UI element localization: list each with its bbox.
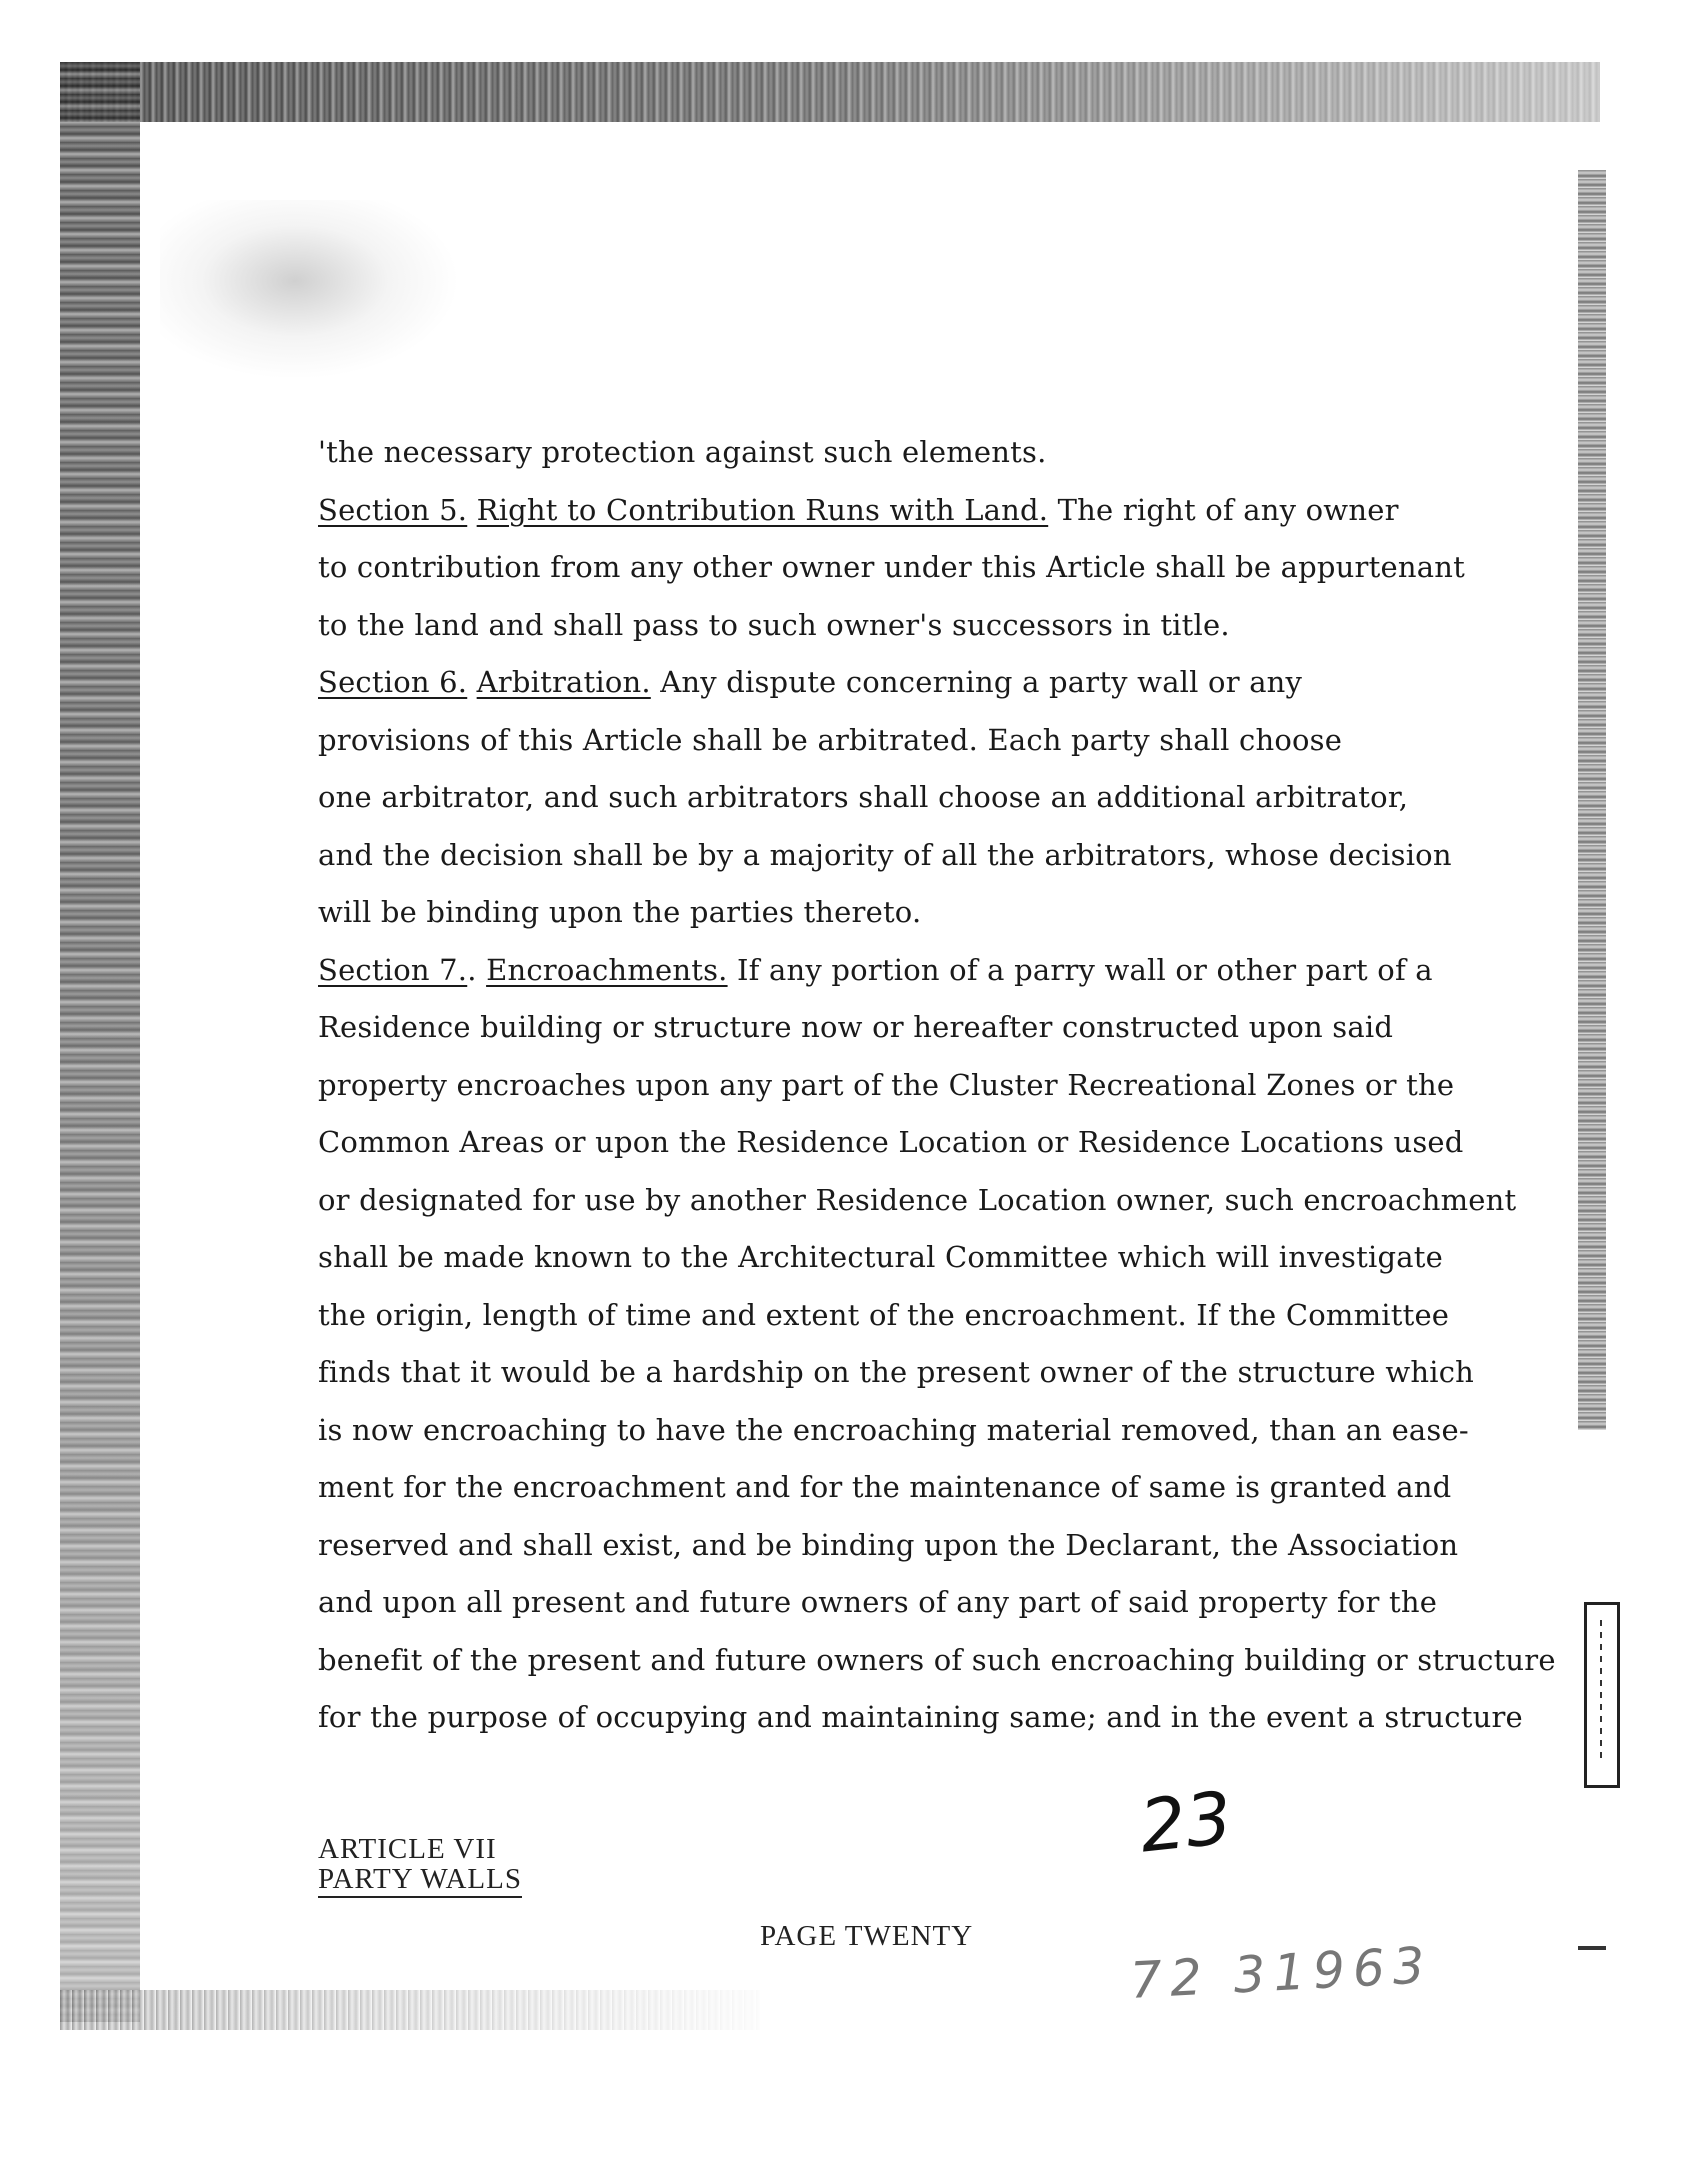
text-line — [318, 1114, 1518, 1172]
body-text-run: . — [467, 952, 487, 987]
text-line — [318, 1057, 1518, 1115]
body-text-run — [467, 493, 476, 527]
body-text-run: provisions of this Article shall be arbitrated. Each party shall choose — [318, 722, 1343, 757]
body-text-run: ment for the encroachment and for the maintenance of same is granted and — [318, 1470, 1452, 1504]
body-text-run: or designated for use by another Residence Location owner, such encroachment — [318, 1182, 1517, 1217]
article-title: PARTY WALLS — [318, 1864, 522, 1898]
text-line — [318, 1229, 1518, 1287]
body-text-run: one arbitrator, and such arbitrators shall choose an additional arbitrator, — [318, 780, 1409, 814]
text-line — [318, 769, 1518, 827]
body-text-run: finds that it would be a hardship on the present owner of the structure which — [318, 1355, 1475, 1389]
text-line — [318, 1402, 1518, 1460]
body-text-run: If any portion of a parry wall or other part of a — [727, 952, 1433, 987]
text-line — [318, 654, 1518, 712]
body-text-run: is now encroaching to have the encroaching material removed, than an ease- — [318, 1412, 1469, 1447]
underlined-heading-text: Encroachments. — [486, 952, 728, 987]
page-label: PAGE TWENTY — [760, 1920, 974, 1952]
body-text-run: Any dispute concerning a party wall or any — [650, 665, 1303, 699]
body-text-run: Residence building or structure now or hereafter constructed upon said — [318, 1010, 1394, 1044]
document-body-text — [318, 424, 1556, 1747]
text-line — [318, 1689, 1523, 1747]
article-heading — [318, 1834, 522, 1898]
margin-dash-mark — [1578, 1946, 1606, 1950]
stamp-number: 72 31963 — [1128, 1936, 1434, 2010]
body-text-run: to the land and shall pass to such owner's successors in title. — [318, 607, 1230, 642]
text-line — [318, 827, 1518, 885]
text-line — [318, 1172, 1518, 1230]
text-line — [318, 1517, 1518, 1575]
text-line — [318, 539, 1518, 597]
body-text-run: Common Areas or upon the Residence Location or Residence Locations used — [318, 1125, 1464, 1159]
underlined-heading-text: Section 6. — [318, 665, 468, 699]
body-text-run — [467, 665, 476, 699]
body-text-run: property encroaches upon any part of the Cluster Recreational Zones or the — [318, 1067, 1455, 1102]
body-text-run: will be binding upon the parties thereto. — [318, 895, 922, 929]
body-text-run: and upon all present and future owners of any part of said property for the — [318, 1585, 1438, 1619]
body-text-run: for the purpose of occupying and maintaining same; and in the event a structure — [318, 1700, 1523, 1734]
scan-border-bottom-fade — [60, 1990, 760, 2030]
margin-bracket-dashes — [1600, 1620, 1602, 1760]
text-line — [318, 942, 1518, 1000]
body-text-run: reserved and shall exist, and be binding upon the Declarant, the Association — [318, 1527, 1459, 1562]
underlined-heading-text: Section 7. — [318, 952, 468, 987]
scan-border-right — [1578, 170, 1606, 1430]
margin-bracket-mark — [1584, 1602, 1620, 1788]
text-line — [318, 1459, 1518, 1517]
body-text-run: shall be made known to the Architectural Committee which will investigate — [318, 1240, 1443, 1274]
text-line — [318, 482, 1518, 540]
underlined-heading-text: Section 5. — [318, 492, 468, 527]
text-line — [318, 884, 1518, 942]
underlined-heading-text: Right to Contribution Runs with Land. — [476, 492, 1049, 527]
body-text-run: and the decision shall be by a majority of all the arbitrators, whose decision — [318, 837, 1452, 872]
text-line — [318, 712, 1518, 770]
body-text-run: the origin, length of time and extent of the encroachment. If the Committee — [318, 1297, 1450, 1332]
handwritten-page-number: 23 — [1135, 1775, 1236, 1869]
scan-smudge — [160, 200, 460, 380]
text-line — [318, 597, 1518, 655]
text-line — [318, 1632, 1556, 1690]
text-line — [318, 424, 1518, 482]
text-line — [318, 1574, 1518, 1632]
scan-border-left-fade — [60, 62, 140, 2022]
text-line — [318, 1287, 1518, 1345]
body-text-run: to contribution from any other owner under this Article shall be appurtenant — [318, 550, 1465, 584]
body-text-run: The right of any owner — [1048, 492, 1399, 527]
body-text-run: 'the necessary protection against such elements. — [318, 435, 1047, 469]
body-text-run: benefit of the present and future owners of such encroaching building or structure — [318, 1642, 1556, 1677]
scan-border-top-fade — [60, 62, 1600, 122]
article-number: ARTICLE VII — [318, 1833, 497, 1865]
text-line — [318, 1344, 1518, 1402]
text-line — [318, 999, 1518, 1057]
underlined-heading-text: Arbitration. — [476, 665, 651, 699]
